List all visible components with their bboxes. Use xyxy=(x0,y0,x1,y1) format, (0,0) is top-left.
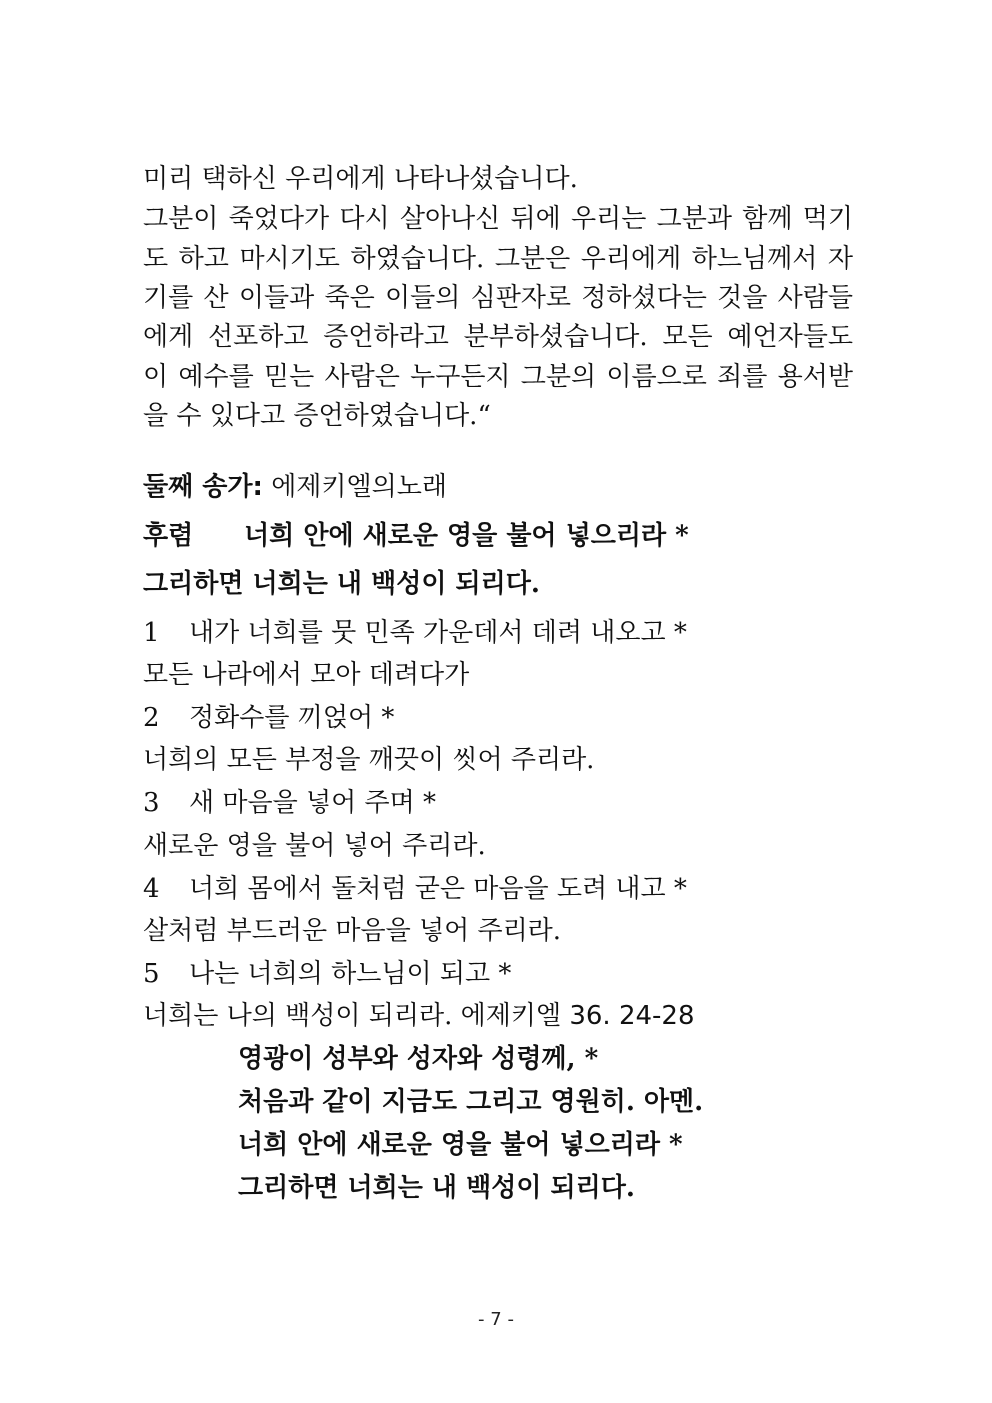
verse-line: 너희의 모든 부정을 깨끗이 씻어 주리라. xyxy=(143,745,595,775)
reading-line: 에게 선포하고 증언하라고 분부하셨습니다. 모든 예언자들도 xyxy=(143,322,853,352)
refrain-line xyxy=(143,519,689,553)
verse-number: 5 xyxy=(143,959,160,989)
doxology-line: 영광이 성부와 성자와 성령께, * xyxy=(238,1044,599,1074)
doxology-line: 그리하면 너희는 내 백성이 되리다. xyxy=(238,1173,635,1203)
verse-number: 4 xyxy=(143,874,160,904)
verse-line: 새로운 영을 불어 넣어 주리라. xyxy=(143,831,486,861)
verse-text: 나는 너희의 하느님이 되고 * xyxy=(189,959,512,989)
reading-line: 미리 택하신 우리에게 나타나셨습니다. xyxy=(143,164,578,194)
reading-line: 도 하고 마시기도 하였습니다. 그분은 우리에게 하느님께서 자 xyxy=(143,244,853,274)
verse-number: 3 xyxy=(143,788,160,818)
reading-line: 을 수 있다고 증언하였습니다.“ xyxy=(143,401,491,431)
refrain-text: 너희 안에 새로운 영을 불어 넣으리라 * xyxy=(244,521,689,551)
verse-line xyxy=(143,616,687,650)
doxology-line: 처음과 같이 지금도 그리고 영원히. 아멘. xyxy=(238,1087,704,1117)
verse-text: 너희 몸에서 돌처럼 굳은 마음을 도려 내고 * xyxy=(189,874,687,904)
verse-line xyxy=(143,957,511,991)
verse-line xyxy=(143,701,394,735)
page-number: - 7 - xyxy=(478,1309,514,1330)
verse-text: 새 마음을 넣어 주며 * xyxy=(189,788,436,818)
doxology-line: 너희 안에 새로운 영을 불어 넣으리라 * xyxy=(238,1130,683,1160)
verse-text: 너희는 나의 백성이 되리라. xyxy=(143,1001,453,1031)
canticle-heading xyxy=(143,470,447,504)
refrain-label: 후렴 xyxy=(143,521,194,551)
verse-line xyxy=(143,786,436,820)
verse-text: 정화수를 끼얹어 * xyxy=(189,703,395,733)
canticle-heading-label: 둘째 송가: xyxy=(143,472,263,502)
canticle-heading-title: 에제키엘의노래 xyxy=(271,472,447,502)
reading-line: 기를 산 이들과 죽은 이들의 심판자로 정하셨다는 것을 사람들 xyxy=(143,283,853,313)
reading-line: 그분이 죽었다가 다시 살아나신 뒤에 우리는 그분과 함께 먹기 xyxy=(143,204,853,234)
verse-line xyxy=(143,872,687,906)
verse-line: 모든 나라에서 모아 데려다가 xyxy=(143,660,470,690)
verse-number: 1 xyxy=(143,618,160,648)
verse-number: 2 xyxy=(143,703,160,733)
verse-text: 내가 너희를 뭇 민족 가운데서 데려 내오고 * xyxy=(189,618,687,648)
verse-line: 살처럼 부드러운 마음을 넣어 주리라. xyxy=(143,916,562,946)
scripture-reference: 에제키엘 36. 24-28 xyxy=(460,1001,695,1031)
refrain-line: 그리하면 너희는 내 백성이 되리다. xyxy=(143,569,540,599)
verse-line xyxy=(143,999,695,1033)
reading-line: 이 예수를 믿는 사람은 누구든지 그분의 이름으로 죄를 용서받 xyxy=(143,362,853,392)
